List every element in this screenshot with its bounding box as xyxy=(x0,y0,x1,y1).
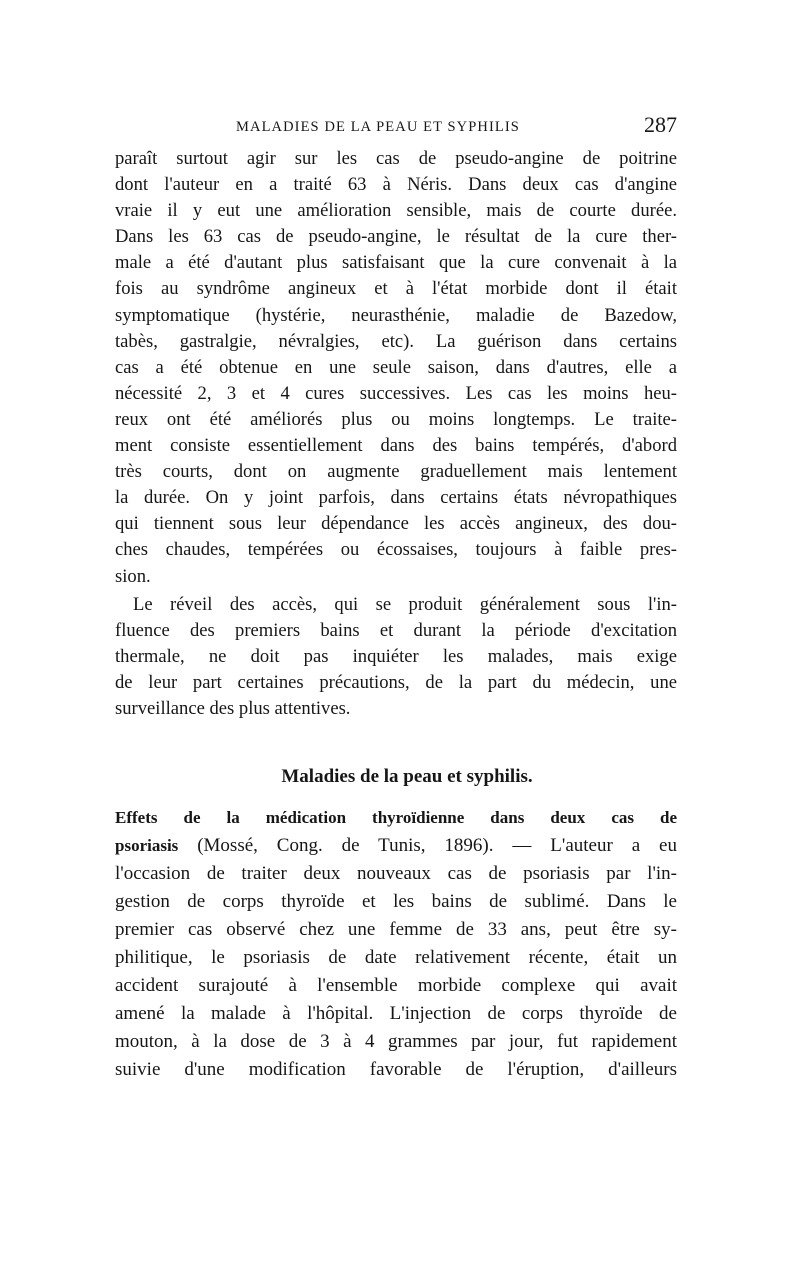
text-line xyxy=(115,804,677,832)
text-line xyxy=(115,832,677,860)
text-line: très courts, dont on augmente graduellement mais lentement xyxy=(115,461,677,483)
citation-text: (Mossé, Cong. de Tunis, 1896). — L'auteur a eu xyxy=(178,835,677,857)
text-line: philitique, le psoriasis de date relativement récente, était un xyxy=(115,947,677,969)
text-line: qui tiennent sous leur dépendance les accès angineux, des dou- xyxy=(115,513,677,535)
article-title-continued: psoriasis xyxy=(115,836,179,856)
running-head xyxy=(115,112,677,146)
text-line: mouton, à la dose de 3 à 4 grammes par jour, fut rapidement xyxy=(115,1031,677,1053)
page-number: 287 xyxy=(644,112,677,137)
text-line: sion. xyxy=(115,565,151,587)
text-line: paraît surtout agir sur les cas de pseudo-angine de poitrine xyxy=(115,148,677,169)
text-line: ches chaudes, tempérées ou écossaises, toujours à faible pres- xyxy=(115,539,677,561)
text-line: symptomatique (hystérie, neurasthénie, maladie de Bazedow, xyxy=(115,304,677,326)
text-line: Le réveil des accès, qui se produit généralement sous l'in- xyxy=(133,593,677,615)
text-line: la durée. On y joint parfois, dans certains états névropathiques xyxy=(115,487,677,509)
text-line: vraie il y eut une amélioration sensible, mais de courte durée. xyxy=(115,200,677,222)
text-line: dont l'auteur en a traité 63 à Néris. Dans deux cas d'angine xyxy=(115,174,677,196)
text-line: ment consiste essentiellement dans des bains tempérés, d'abord xyxy=(115,435,677,457)
text-line: de leur part certaines précautions, de la part du médecin, une xyxy=(115,671,677,693)
text-line: amené la malade à l'hôpital. L'injection de corps thyroïde de xyxy=(115,1003,677,1025)
text-line: Dans les 63 cas de pseudo-angine, le résultat de la cure ther- xyxy=(115,226,677,248)
text-line: l'occasion de traiter deux nouveaux cas de psoriasis par l'in- xyxy=(115,863,677,885)
paragraph-1 xyxy=(115,146,677,590)
paragraph-2 xyxy=(115,592,677,722)
text-line: suivie d'une modification favorable de l'éruption, d'ailleurs xyxy=(115,1059,677,1081)
text-line: gestion de corps thyroïde et les bains de sublimé. Dans le xyxy=(115,891,677,913)
text-line: tabès, gastralgie, névralgies, etc). La guérison dans certains xyxy=(115,330,677,352)
book-page xyxy=(115,112,677,1084)
text-line: premier cas observé chez une femme de 33 ans, peut être sy- xyxy=(115,919,677,941)
text-line: thermale, ne doit pas inquiéter les malades, mais exige xyxy=(115,645,677,667)
text-line: male a été d'autant plus satisfaisant que la cure convenait à la xyxy=(115,252,677,274)
text-line: cas a été obtenue en une seule saison, dans d'autres, elle a xyxy=(115,356,677,378)
text-line: fluence des premiers bains et durant la période d'excitation xyxy=(115,619,677,641)
text-line: fois au syndrôme angineux et à l'état morbide dont il était xyxy=(115,278,677,300)
article-title: Effets de la médication thyroïdienne dans deux cas de xyxy=(115,808,677,828)
text-line: reux ont été améliorés plus ou moins longtemps. Le traite- xyxy=(115,408,677,430)
text-line: nécessité 2, 3 et 4 cures successives. Les cas les moins heu- xyxy=(115,382,677,404)
text-line: accident surajouté à l'ensemble morbide complexe qui avait xyxy=(115,975,677,997)
text-line: surveillance des plus attentives. xyxy=(115,697,351,719)
running-title: MALADIES DE LA PEAU ET SYPHILIS xyxy=(236,119,520,135)
section-paragraph xyxy=(115,804,677,1084)
section-title: Maladies de la peau et syphilis. xyxy=(281,766,533,788)
